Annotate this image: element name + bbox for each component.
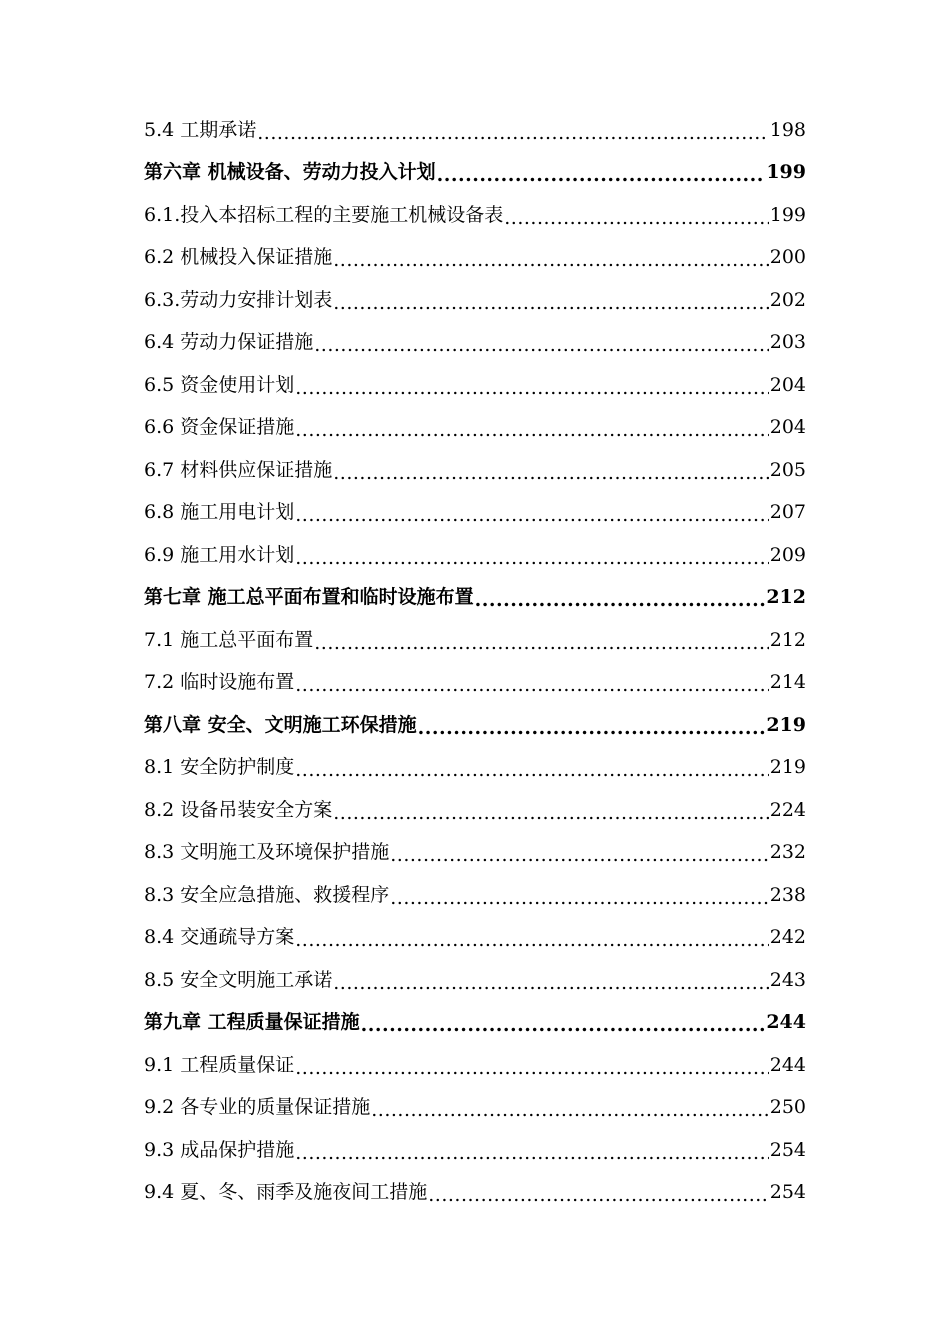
toc-page-number: 219 (766, 713, 806, 736)
toc-dot-leader (504, 209, 768, 228)
toc-page-number: 204 (769, 416, 806, 439)
toc-page-number: 244 (769, 1053, 806, 1076)
toc-entry[interactable] (144, 449, 806, 492)
toc-page-number: 207 (769, 501, 806, 524)
toc-dot-leader (428, 1186, 768, 1205)
toc-entry[interactable] (144, 194, 806, 237)
toc-dot-leader (333, 294, 768, 313)
toc-entry-title: 8.3 安全应急措施、救援程序 (144, 883, 390, 906)
toc-entry-title: 9.3 成品保护措施 (144, 1138, 295, 1161)
toc-page-number: 243 (769, 968, 806, 991)
toc-entry-title: 9.2 各专业的质量保证措施 (144, 1096, 371, 1119)
toc-page-number: 199 (766, 161, 806, 184)
toc-entry-title: 8.4 交通疏导方案 (144, 926, 295, 949)
toc-entry[interactable] (144, 237, 806, 280)
toc-page-number: 238 (769, 883, 806, 906)
toc-entry-title: 6.3.劳动力安排计划表 (144, 288, 333, 311)
toc-dot-leader (295, 421, 768, 440)
toc-page-number: 200 (769, 246, 806, 269)
toc-page-number: 212 (769, 628, 806, 651)
toc-dot-leader (333, 974, 768, 993)
toc-dot-leader (333, 464, 768, 483)
toc-entry-title: 7.2 临时设施布置 (144, 671, 295, 694)
toc-entry[interactable] (144, 662, 806, 705)
toc-page-number: 244 (766, 1011, 806, 1034)
toc-chapter-entry[interactable] (144, 704, 806, 747)
toc-entry-title: 第六章 机械设备、劳动力投入计划 (144, 161, 436, 184)
toc-page-number: 250 (769, 1096, 806, 1119)
toc-entry[interactable] (144, 917, 806, 960)
toc-page-number: 199 (769, 203, 806, 226)
toc-dot-leader (295, 931, 768, 950)
toc-entry[interactable] (144, 279, 806, 322)
toc-entry[interactable] (144, 832, 806, 875)
toc-dot-leader (295, 506, 768, 525)
toc-page-number: 214 (769, 671, 806, 694)
toc-entry[interactable] (144, 1172, 806, 1215)
toc-entry[interactable] (144, 1044, 806, 1087)
toc-entry-title: 第七章 施工总平面布置和临时设施布置 (144, 586, 474, 609)
toc-dot-leader (361, 1016, 766, 1035)
toc-page-number: 224 (769, 798, 806, 821)
toc-page-number: 209 (769, 543, 806, 566)
toc-page-number: 232 (769, 841, 806, 864)
toc-entry[interactable] (144, 364, 806, 407)
toc-dot-leader (295, 1144, 768, 1163)
toc-entry[interactable] (144, 407, 806, 450)
toc-dot-leader (295, 379, 768, 398)
toc-entry-title: 6.8 施工用电计划 (144, 501, 295, 524)
toc-dot-leader (333, 251, 768, 270)
toc-page-number: 254 (769, 1138, 806, 1161)
toc-entry-title: 9.4 夏、冬、雨季及施夜间工措施 (144, 1181, 428, 1204)
toc-dot-leader (475, 591, 766, 610)
toc-entry-title: 6.7 材料供应保证措施 (144, 458, 333, 481)
toc-entry[interactable] (144, 492, 806, 535)
toc-entry[interactable] (144, 789, 806, 832)
toc-page-number: 212 (766, 586, 806, 609)
toc-dot-leader (418, 719, 766, 738)
toc-dot-leader (295, 549, 768, 568)
toc-page-number: 203 (769, 331, 806, 354)
toc-entry[interactable] (144, 109, 806, 152)
toc-entry[interactable] (144, 1087, 806, 1130)
toc-dot-leader (295, 1059, 768, 1078)
toc-page-number: 254 (769, 1181, 806, 1204)
toc-entry-title: 8.1 安全防护制度 (144, 756, 295, 779)
toc-chapter-entry[interactable] (144, 577, 806, 620)
toc-entry[interactable] (144, 874, 806, 917)
toc-dot-leader (437, 166, 766, 185)
toc-chapter-entry[interactable] (144, 152, 806, 195)
toc-entry-title: 8.3 文明施工及环境保护措施 (144, 841, 390, 864)
toc-dot-leader (295, 676, 768, 695)
toc-entry-title: 8.2 设备吊装安全方案 (144, 798, 333, 821)
toc-entry-title: 9.1 工程质量保证 (144, 1053, 295, 1076)
toc-entry[interactable] (144, 619, 806, 662)
toc-entry-title: 6.9 施工用水计划 (144, 543, 295, 566)
table-of-contents (144, 109, 806, 1214)
toc-entry-title: 6.1.投入本招标工程的主要施工机械设备表 (144, 203, 504, 226)
toc-entry-title: 6.4 劳动力保证措施 (144, 331, 314, 354)
toc-dot-leader (371, 1101, 768, 1120)
toc-dot-leader (257, 124, 768, 143)
toc-entry-title: 7.1 施工总平面布置 (144, 628, 314, 651)
toc-dot-leader (314, 634, 768, 653)
toc-page-number: 205 (769, 458, 806, 481)
toc-dot-leader (314, 336, 768, 355)
toc-entry[interactable] (144, 322, 806, 365)
toc-entry[interactable] (144, 534, 806, 577)
toc-page-number: 202 (769, 288, 806, 311)
toc-entry-title: 6.6 资金保证措施 (144, 416, 295, 439)
toc-entry[interactable] (144, 959, 806, 1002)
toc-page-number: 198 (769, 118, 806, 141)
toc-entry-title: 6.2 机械投入保证措施 (144, 246, 333, 269)
toc-dot-leader (390, 846, 768, 865)
toc-page-number: 219 (769, 756, 806, 779)
toc-entry[interactable] (144, 1129, 806, 1172)
toc-page-number: 204 (769, 373, 806, 396)
toc-dot-leader (390, 889, 768, 908)
toc-chapter-entry[interactable] (144, 1002, 806, 1045)
toc-entry-title: 第八章 安全、文明施工环保措施 (144, 713, 417, 736)
toc-entry-title: 8.5 安全文明施工承诺 (144, 968, 333, 991)
toc-page-number: 242 (769, 926, 806, 949)
toc-entry[interactable] (144, 747, 806, 790)
toc-entry-title: 第九章 工程质量保证措施 (144, 1011, 360, 1034)
toc-entry-title: 5.4 工期承诺 (144, 118, 257, 141)
toc-dot-leader (333, 804, 768, 823)
toc-dot-leader (295, 761, 768, 780)
toc-entry-title: 6.5 资金使用计划 (144, 373, 295, 396)
